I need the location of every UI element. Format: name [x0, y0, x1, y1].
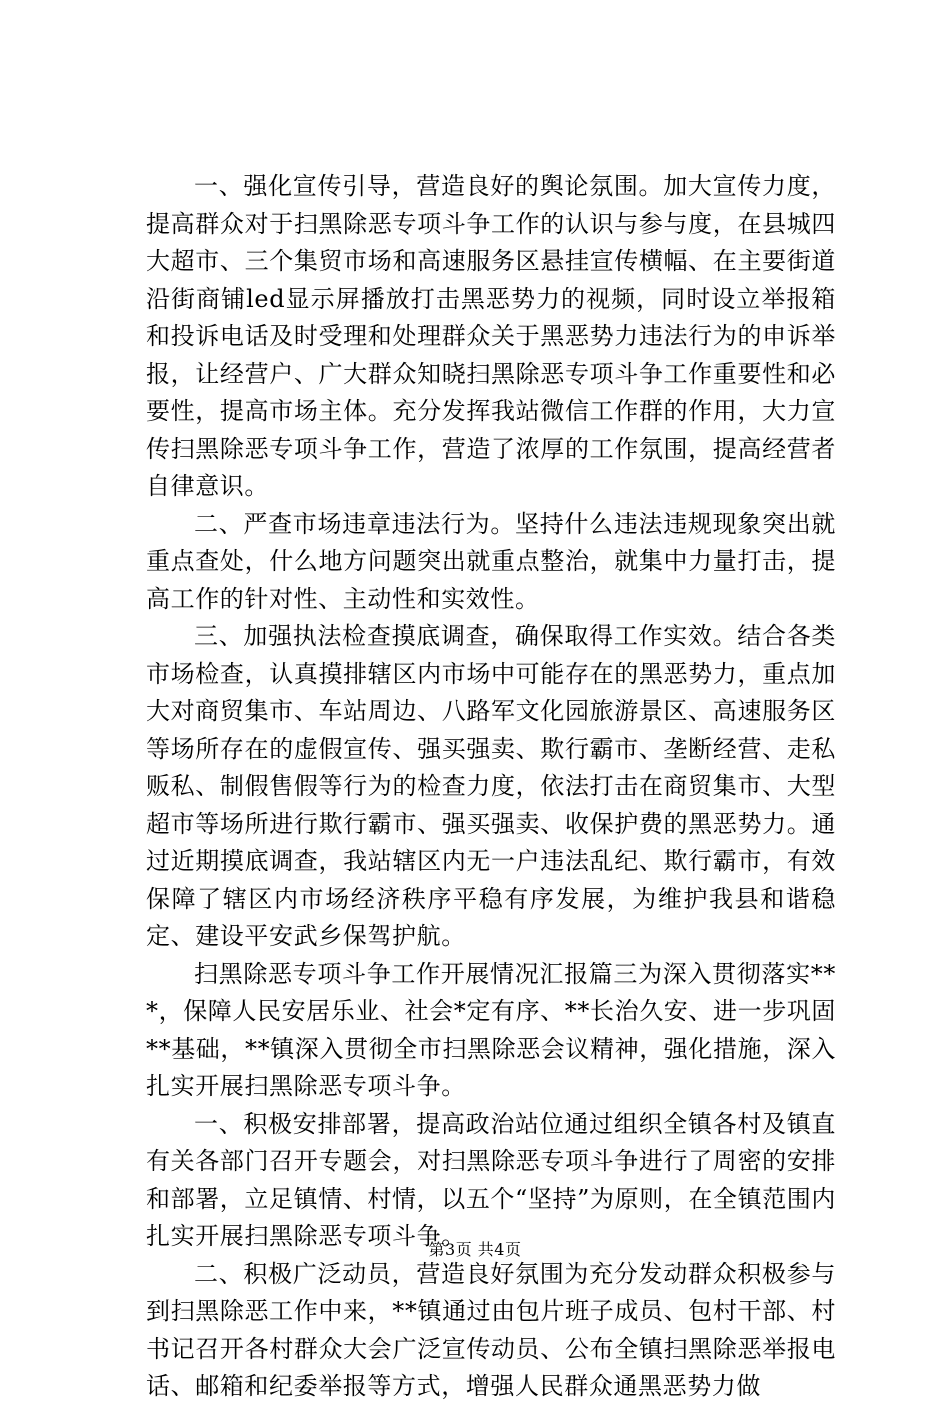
page-number-footer: 第3页 共4页 [428, 1240, 522, 1259]
document-body [146, 168, 836, 1406]
paragraph-3: 三、加强执法检查摸底调查，确保取得工作实效。结合各类市场检查，认真摸排辖区内市场中可能存在的黑恶势力，重点加大对商贸集市、车站周边、八路军文化园旅游景区、高速服务区等场所存在的虚假宣传、强买强卖、欺行霸市、垄断经营、走私贩私、制假售假等行为的检查力度，依法打击在商贸集市、大型超市等场所进行欺行霸市、强买强卖、收保护费的黑恶势力。通过近期摸底调查，我站辖区内无一户违法乱纪、欺行霸市，有效保障了辖区内市场经济秩序平稳有序发展，为维护我县和谐稳定、建设平安武乡保驾护航。 [146, 622, 836, 950]
paragraph-6: 二、积极广泛动员，营造良好氛围为充分发动群众积极参与到扫黑除恶工作中来，**镇通过由包片班子成员、包村干部、村书记召开各村群众大会广泛宣传动员、公布全镇扫黑除恶举报电话、邮箱和纪委举报等方式，增强人民群众通黑恶势力做 [146, 1259, 836, 1400]
paragraph-1: 一、强化宣传引导，营造良好的舆论氛围。加大宣传力度，提高群众对于扫黑除恶专项斗争工作的认识与参与度，在县城四大超市、三个集贸市场和高速服务区悬挂宣传横幅、在主要街道沿街商铺led显示屏播放打击黑恶势力的视频，同时设立举报箱和投诉电话及时受理和处理群众关于黑恶势力违法行为的申诉举报，让经营户、广大群众知晓扫黑除恶专项斗争工作重要性和必要性，提高市场主体。充分发挥我站微信工作群的作用，大力宣传扫黑除恶专项斗争工作，营造了浓厚的工作氛围，提高经营者自律意识。 [146, 172, 836, 500]
paragraph-5: 一、积极安排部署，提高政治站位通过组织全镇各村及镇直有关各部门召开专题会，对扫黑除恶专项斗争进行了周密的安排和部署，立足镇情、村情，以五个“坚持”为原则，在全镇范围内扎实开展扫黑除恶专项斗争。 [146, 1109, 836, 1250]
paragraph-2: 二、严查市场违章违法行为。坚持什么违法违规现象突出就重点查处，什么地方问题突出就重点整治，就集中力量打击，提高工作的针对性、主动性和实效性。 [146, 509, 836, 613]
paragraph-4: 扫黑除恶专项斗争工作开展情况汇报篇三为深入贯彻落实***，保障人民安居乐业、社会*定有序、**长治久安、进一步巩固**基础，**镇深入贯彻全市扫黑除恶会议精神，强化措施，深入扎实开展扫黑除恶专项斗争。 [146, 959, 836, 1100]
